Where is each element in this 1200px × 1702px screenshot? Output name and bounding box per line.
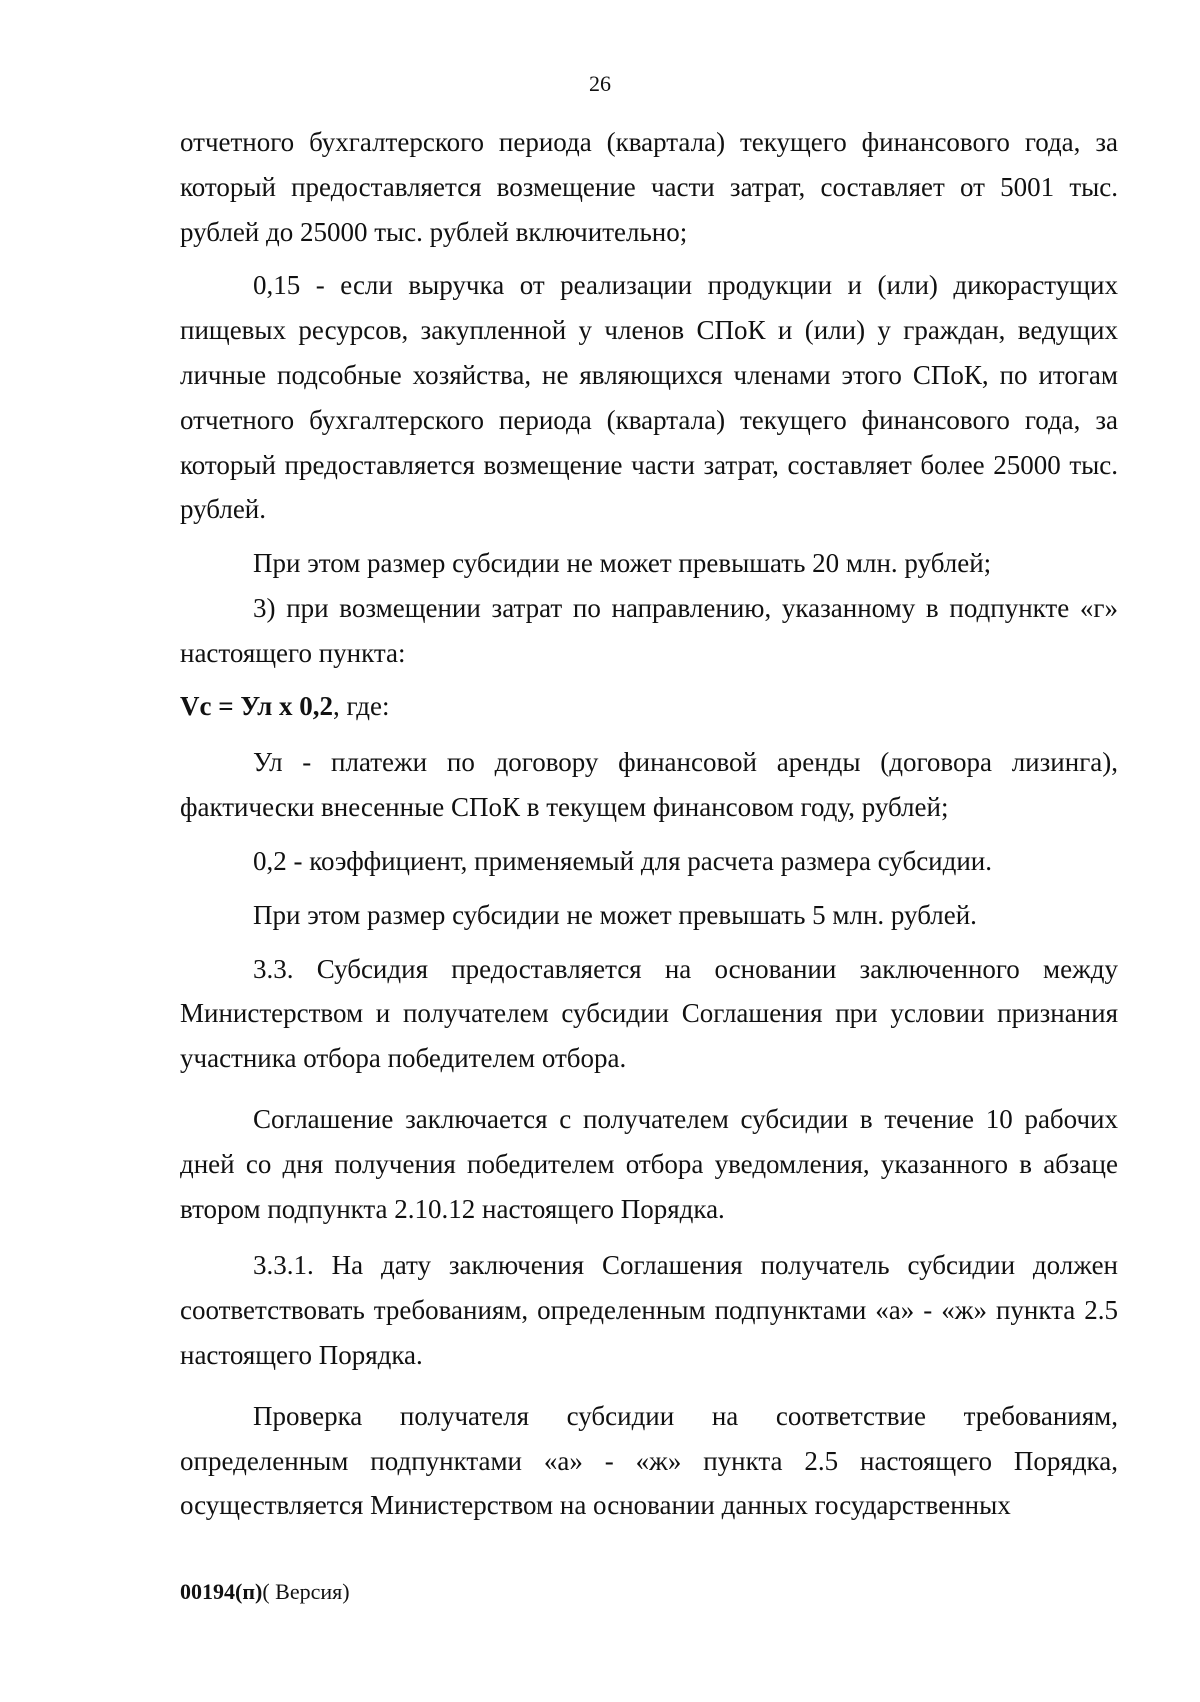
paragraph-coefficient-02: 0,2 - коэффициент, применяемый для расчета размера субсидии. (253, 845, 993, 876)
footer-version: ( Версия) (262, 1579, 350, 1604)
paragraph-3-3: 3.3. Субсидия предоставляется на основании заключенного между Министерством и получателем субсидии Соглашения при условии признания участника отбора победителем отбора. (180, 953, 1118, 1074)
formula-expression: Vc = Ул x 0,2 (180, 690, 334, 721)
document-body (180, 120, 1118, 1528)
paragraph-3-3-1: 3.3.1. На дату заключения Соглашения получатель субсидии должен соответствовать требованиям, определенным подпунктами «а» - «ж» пункта 2.5 настоящего Порядка. (180, 1250, 1118, 1370)
formula-line (180, 684, 1118, 729)
paragraph-verification: Проверка получателя субсидии на соответствие требованиям, определенным подпунктами «а» - «ж» пункта 2.5 настоящего Порядка, осуществляется Министерством на основании данных государственных (180, 1400, 1118, 1521)
paragraph-continuation: отчетного бухгалтерского периода (квартала) текущего финансового года, за который предоставляется возмещение части затрат, составляет от 5001 тыс. рублей до 25000 тыс. рублей включительно; (180, 127, 1118, 247)
formula-suffix: , где: (333, 690, 390, 721)
paragraph-limit-20m: При этом размер субсидии не может превышать 20 млн. рублей; (253, 548, 992, 579)
paragraph-ul-definition: Ул - платежи по договору финансовой аренды (договора лизинга), фактически внесенные СПоК в текущем финансовом году, рублей; (180, 747, 1118, 823)
paragraph-item-3: 3) при возмещении затрат по направлению, указанному в подпункте «г» настоящего пункта: (180, 592, 1118, 668)
footer-code: 00194(п) (180, 1579, 263, 1604)
paragraph-limit-5m: При этом размер субсидии не может превышать 5 млн. рублей. (253, 899, 977, 930)
footer-document-id (180, 1578, 350, 1606)
paragraph-agreement: Соглашение заключается с получателем субсидии в течение 10 рабочих дней со дня получения победителем отбора уведомления, указанного в абзаце втором подпункта 2.10.12 настоящего Порядка. (180, 1103, 1118, 1224)
paragraph-coefficient-015: 0,15 - если выручка от реализации продукции и (или) дикорастущих пищевых ресурсов, закупленной у членов СПоК и (или) у граждан, ведущих личные подсобные хозяйства, не являющихся членами этого СПоК, по итогам отчетного бухгалтерского периода (квартала) текущего финансового года, за который предоставляется возмещение части затрат, составляет более 25000 тыс. рублей. (180, 270, 1118, 525)
page-number: 26 (589, 71, 611, 96)
